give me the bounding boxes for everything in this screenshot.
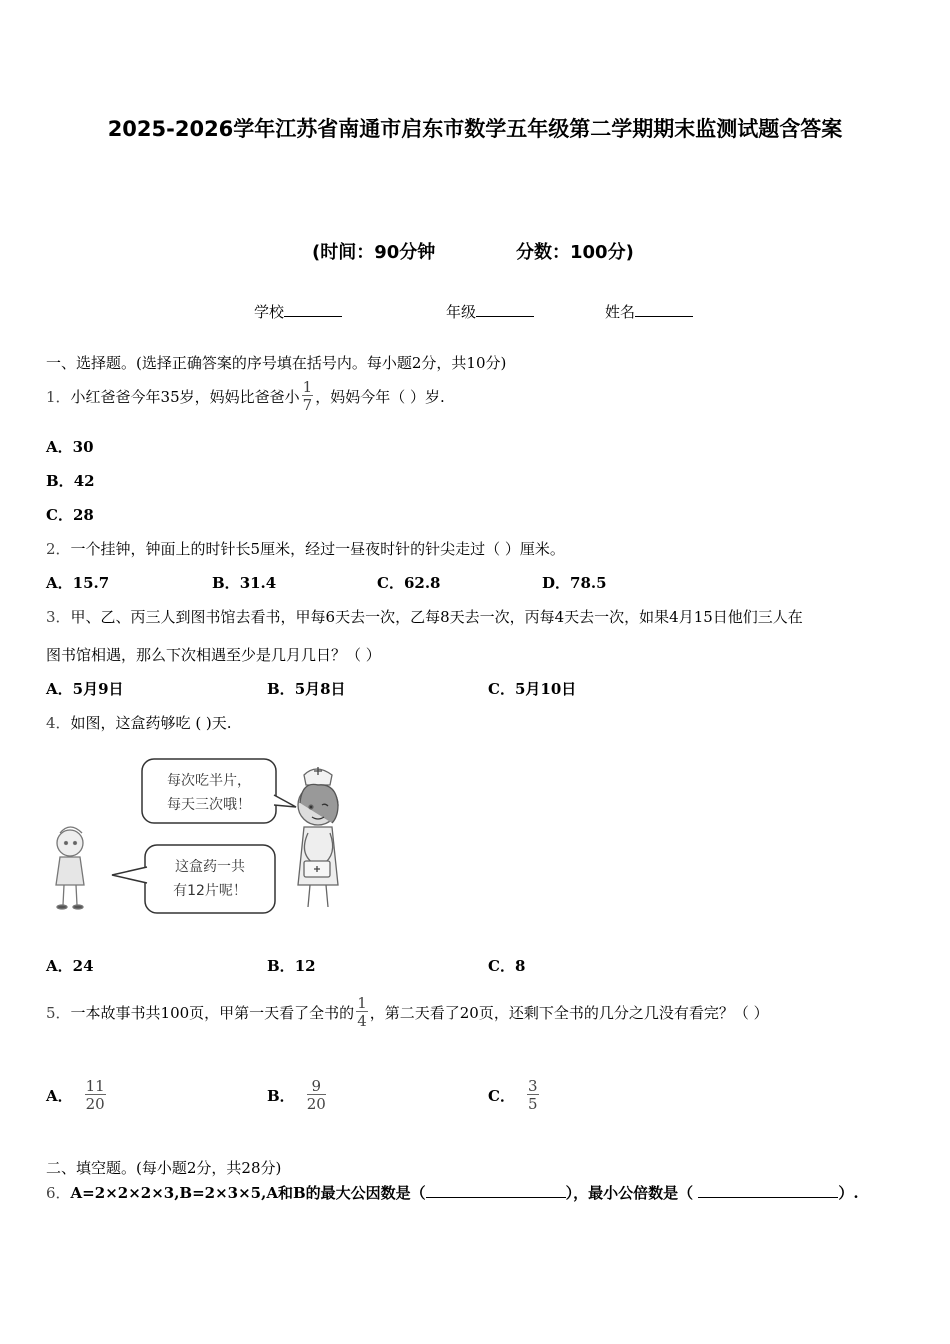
- question-4: 4．如图，这盒药够吃 ( )天.: [46, 714, 232, 732]
- question-1: [46, 373, 445, 419]
- q5-fraction: $\frac{1}{4}$: [357, 993, 367, 1030]
- q5-option-c[interactable]: C． $\frac{3}{5}$: [488, 1076, 538, 1113]
- school-field[interactable]: [254, 301, 342, 322]
- q4-option-a[interactable]: A．24: [46, 957, 94, 975]
- bubble1-line1: 每次吃半片，: [167, 773, 251, 789]
- q6-lcm-blank[interactable]: [698, 1184, 838, 1198]
- question-6: 6．A=2×2×2×3,B=2×3×5,A和B的最大公因数是（ ），最小公倍数是（ ）.: [46, 1184, 859, 1202]
- q3-option-b[interactable]: B．5月8日: [267, 680, 346, 698]
- q1-fraction: $\frac{1}{7}$: [302, 377, 313, 414]
- q2-option-d[interactable]: D．78.5: [542, 574, 607, 592]
- question-3-line1: 3．甲、乙、丙三人到图书馆去看书，甲每6天去一次，乙每8天去一次，丙每4天去一次，如果4月15日他们三人在: [46, 608, 803, 626]
- question-2: 2．一个挂钟，钟面上的时针长5厘米，经过一昼夜时针的针尖走过（ ）厘米。: [46, 540, 565, 558]
- q2-option-a[interactable]: A．15.7: [46, 574, 110, 592]
- document-title: 2025-2026学年江苏省南通市启东市数学五年级第二学期期末监测试题含答案: [107, 117, 843, 141]
- q6-gcd-blank[interactable]: [426, 1184, 566, 1198]
- q1-text-pre: 小红爸爸今年35岁，妈妈比爸爸小: [70, 387, 300, 406]
- q2-option-b[interactable]: B．31.4: [212, 574, 277, 592]
- q5-option-b[interactable]: B． $\frac{9}{20}$: [267, 1076, 326, 1113]
- q4-illustration: [46, 745, 366, 925]
- grade-field[interactable]: [446, 301, 534, 322]
- q3-option-a[interactable]: A．5月9日: [46, 680, 124, 698]
- q5-option-a[interactable]: A． $\frac{11}{20}$: [46, 1076, 105, 1113]
- grade-label: 年级: [446, 303, 477, 321]
- question-5: 5． 一本故事书共100页，甲第一天看了全书的 $\frac{1}{4}$ ，第二天看了20页，还剩下全书的几分之几没有看完？（ ）: [46, 993, 769, 1030]
- q1-number: 1．: [46, 387, 71, 406]
- school-label: 学校: [254, 303, 285, 321]
- exam-score: 分数：100分): [516, 242, 634, 263]
- name-label: 姓名: [605, 303, 636, 321]
- name-field[interactable]: [605, 301, 693, 322]
- question-3-line2: 图书馆相遇，那么下次相遇至少是几月几日？（ ）: [46, 646, 381, 664]
- q1-option-a[interactable]: A．30: [46, 438, 94, 456]
- bubble1-line2: 每天三次哦！: [167, 797, 251, 813]
- speech-bubble-nurse: [142, 759, 296, 823]
- q2-option-c[interactable]: C．62.8: [377, 574, 441, 592]
- q3-option-c[interactable]: C．5月10日: [488, 680, 577, 698]
- section1-heading: 一、选择题。(选择正确答案的序号填在括号内。每小题2分，共10分): [46, 354, 507, 372]
- bubble2-line1: 这盒药一共: [175, 859, 245, 875]
- girl-figure-icon: [56, 827, 84, 909]
- q1-option-c[interactable]: C．28: [46, 506, 94, 524]
- q1-option-b[interactable]: B．42: [46, 472, 95, 490]
- q1-text-post: ，妈妈今年（ ）岁.: [315, 387, 445, 406]
- bubble2-line2: 有12片呢！: [173, 883, 247, 899]
- speech-bubble-girl: [112, 845, 275, 913]
- q4-option-b[interactable]: B．12: [267, 957, 316, 975]
- q4-option-c[interactable]: C．8: [488, 957, 526, 975]
- nurse-figure-icon: [298, 767, 338, 907]
- exam-time: (时间：90分钟: [312, 242, 436, 263]
- section2-heading: 二、填空题。(每小题2分，共28分): [46, 1159, 282, 1177]
